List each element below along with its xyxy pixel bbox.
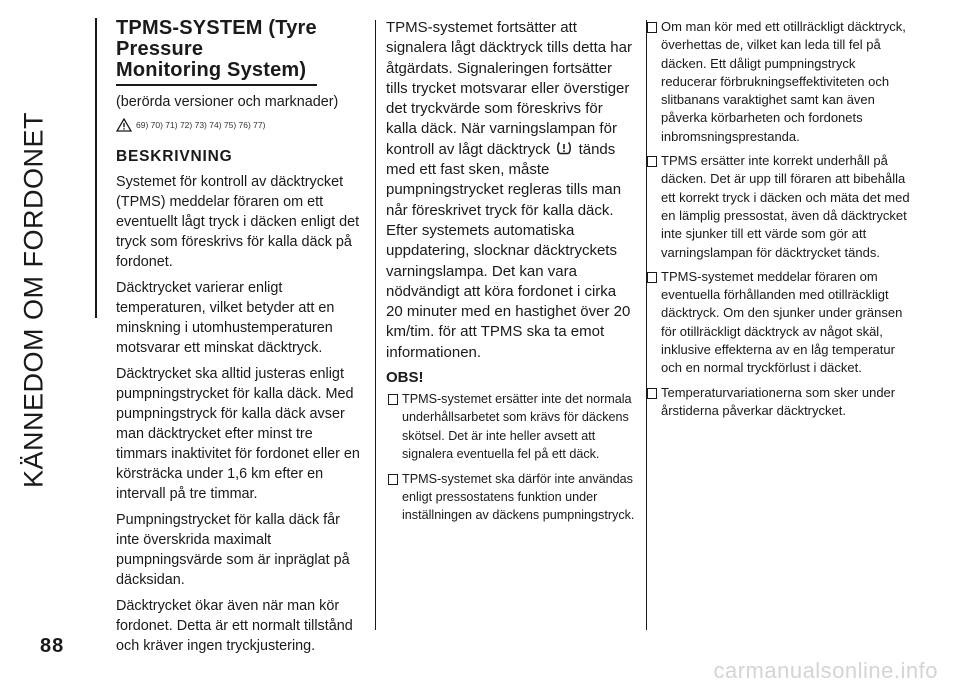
note-bullet: TPMS-systemet ska därför inte användas enligt pressostatens funktion under inställningen av däckens pumpningstryck.	[386, 470, 636, 525]
section-title-line: TPMS-SYSTEM (Tyre	[116, 17, 317, 39]
paragraph: Däcktrycket varierar enligt temperaturen, vilket betyder att en minskning i utomhustemperaturen motsvarar ett minskat däcktryck.	[116, 280, 335, 356]
column-3	[645, 18, 910, 426]
warning-triangle-icon	[116, 118, 132, 132]
note-bullet: TPMS ersätter inte korrekt underhåll på däcken. Det är upp till föraren att bibehålla ett korrekt tryck i däcken och mäta det med en lämplig pressostat, även då däcktrycket inte sjunker till ett värde som gör att varningslampan för däcktrycket tänds.	[645, 152, 910, 262]
column-divider	[375, 20, 376, 630]
column-1	[116, 18, 366, 662]
description-heading: BESKRIVNING	[116, 148, 233, 165]
section-subtitle: (berörda versioner och marknader)	[116, 94, 339, 110]
paragraph: Systemet för kontroll av däcktrycket (TPMS) meddelar föraren om ett eventuellt lågt tryck i däcken enligt det tryck som föreskrivs för kalla däck på fordonet.	[116, 174, 360, 270]
paragraph-text: tänds med ett fast sken, måste pumpningstrycket regleras tills man når föreskrivet tryck för kalla däck. Efter systemets automatiska uppdatering, slocknar däcktryckets varningslampa. Det kan vara nödvändigt att köra fordonet i cirka 20 minuter med en hastighet över 20 km/tim. för att TPMS ska ta emot informationen.	[386, 140, 631, 361]
note-bullet: Temperaturvariationerna som sker under årstiderna påverkar däcktrycket.	[645, 384, 910, 421]
note-label: OBS!	[386, 369, 424, 387]
side-rule	[95, 18, 97, 318]
paragraph-text: TPMS-systemet fortsätter att signalera lågt däcktryck tills detta har åtgärdats. Signaleringen fortsätter tills trycket motsvarar eller överstiger det tryckvärde som föreskrivs för kalla däck. När varningslampan för kontroll av lågt däcktryck	[386, 19, 632, 158]
warning-references	[116, 118, 366, 132]
note-bullet: Om man kör med ett otillräckligt däcktryck, överhettas de, vilket kan leda till fel på däcken. Ett dåligt pumpningstryck reducerar förbrukningseffektiviteten och slitbanans varaktighet samt kan även påverka körbarheten och fordonets inbromsningsprestanda.	[645, 18, 910, 146]
column-2	[386, 18, 636, 531]
paragraph	[386, 18, 636, 363]
note-bullet: TPMS-systemet ersätter inte det normala underhållsarbetet som krävs för däckens skötsel. Det är inte heller avsett att signalera eventuella fel på ett däck.	[386, 390, 636, 464]
watermark: carmanualsonline.info	[713, 658, 938, 683]
section-title	[116, 18, 317, 86]
tyre-pressure-warning-icon	[556, 140, 572, 156]
paragraph: Pumpningstrycket för kalla däck får inte överskrida maximalt pumpningsvärde som är inpräglat på däcksidan.	[116, 512, 350, 588]
section-title-line: Monitoring System)	[116, 59, 307, 81]
paragraph: Däcktrycket ska alltid justeras enligt pumpningstrycket för kalla däck. Med pumpningstryck för kalla däck avser man däcktrycket efter minst tre timmars inaktivitet för fordonet eller en körsträcka under 1,6 km efter en intervall på tre timmar.	[116, 366, 360, 502]
section-side-title: KÄNNEDOM OM FORDONET	[18, 111, 49, 489]
reference-numbers: 69) 70) 71) 72) 73) 74) 75) 76) 77)	[136, 120, 266, 130]
note-bullet: TPMS-systemet meddelar föraren om eventuella förhållanden med otillräckligt däcktryck. Om den sjunker under gränsen för otillräckligt däcktryck av något skäl, inklusive effekterna av en låg temperatur och en normal tryckförlust i däcket.	[645, 268, 910, 378]
paragraph: Däcktrycket ökar även när man kör fordonet. Detta är ett normalt tillstånd och kräver ingen tryckjustering.	[116, 598, 353, 654]
section-title-line: Pressure	[116, 38, 204, 60]
page-number: 88	[40, 635, 65, 657]
